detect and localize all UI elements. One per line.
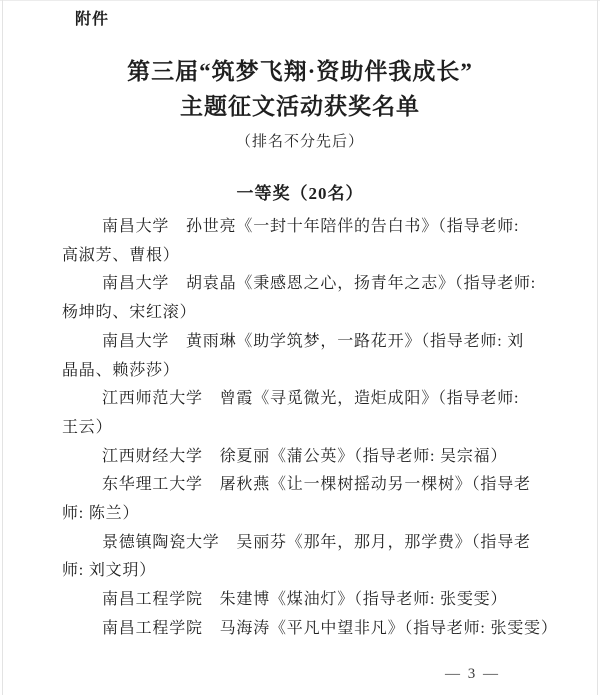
document-title [0, 54, 600, 124]
document-title-line-2: 主题征文活动获奖名单 [180, 94, 420, 119]
entry-line: 师: 刘文玥） [62, 562, 157, 580]
document-title-line-1: 第三届“筑梦飞翔·资助伴我成长” [127, 59, 473, 84]
ranking-note: （排名不分先后） [235, 134, 364, 150]
scan-edge-top [0, 0, 600, 1]
entry-line: 师: 陈兰） [62, 505, 140, 523]
section-heading-first-prize: 一等奖（20名） [236, 184, 364, 203]
entry-line: 景德镇陶瓷大学 吴丽芬《那年，那月，那学费》（指导老 [102, 533, 531, 551]
entry-line: 南昌工程学院 马海涛《平凡中望非凡》（指导老师: 张雯雯） [102, 619, 558, 637]
entry-line: 王云） [62, 418, 113, 436]
winner-list [62, 213, 558, 644]
entry-line: 江西师范大学 曾霞《寻觅微光，造炬成阳》（指导老师: [102, 390, 520, 408]
attachment-label: 附件 [75, 11, 110, 28]
entry-line: 南昌大学 胡袁晶《秉感恩之心，扬青年之志》（指导老师: [102, 275, 537, 293]
entry-line: 高淑芳、曹根） [62, 246, 180, 264]
page-number: — 3 — [445, 666, 500, 682]
entry-line: 南昌大学 孙世亮《一封十年陪伴的告白书》（指导老师: [102, 218, 520, 235]
entry-line: 南昌工程学院 朱建博《煤油灯》（指导老师: 张雯雯） [102, 591, 508, 609]
entry-line: 江西财经大学 徐夏丽《蒲公英》（指导老师: 吴宗福） [102, 447, 508, 465]
entry-line: 东华理工大学 屠秋燕《让一棵树摇动另一棵树》（指导老 [102, 476, 531, 494]
entry-line: 南昌大学 黄雨琳《助学筑梦，一路花开》（指导老师: 刘 [102, 332, 525, 350]
entry-line: 晶晶、赖莎莎） [62, 361, 180, 379]
entry-line: 杨坤昀、宋红滚） [62, 304, 197, 322]
